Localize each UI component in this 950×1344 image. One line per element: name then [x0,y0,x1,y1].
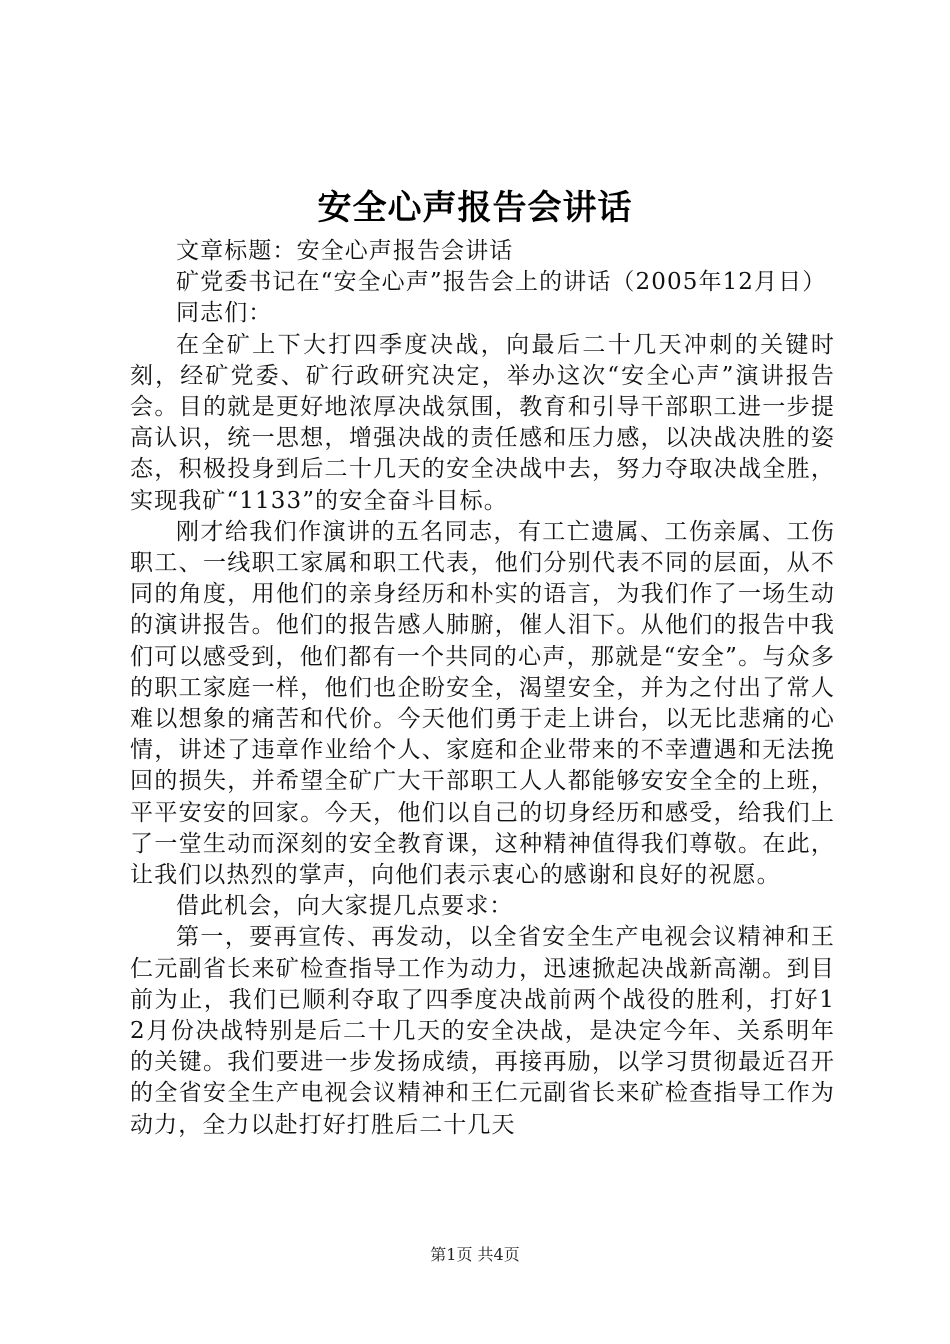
document-title: 安全心声报告会讲话 [317,188,633,228]
body-paragraph: 在全矿上下大打四季度决战，向最后二十几天冲刺的关键时刻，经矿党委、矿行政研究决定，举办这次“安全心声”演讲报告会。目的就是更好地浓厚决战氛围，教育和引导干部职工进一步提高认识，统一思想，增强决战的责任感和压力感，以决战决胜的姿态，积极投身到后二十几天的安全决战中去，努力夺取决战全胜，实现我矿“1133”的安全奋斗目标。 [130,331,835,514]
article-title-line: 文章标题：安全心声报告会讲话 [176,238,514,264]
salutation: 同志们： [176,300,273,327]
page-number-footer: 第1页 共4页 [430,1245,520,1264]
body-paragraph: 第一，要再宣传、再发动，以全省安全生产电视会议精神和王仁元副省长来矿检查指导工作为动力，迅速掀起决战新高潮。到目前为止，我们已顺利夺取了四季度决战前两个战役的胜利，打好12月份决战特别是后二十几天的安全决战，是决定今年、关系明年的关键。我们要进一步发扬成绩，再接再励，以学习贯彻最近召开的全省安全生产电视会议精神和王仁元副省长来矿检查指导工作为动力，全力以赴打好打胜后二十几天 [130,924,835,1138]
body-paragraph: 借此机会，向大家提几点要求： [176,893,514,920]
speech-subtitle: 矿党委书记在“安全心声”报告会上的讲话（2005年12月日） [176,269,827,296]
document-body [130,236,835,1141]
body-paragraph: 刚才给我们作演讲的五名同志，有工亡遗属、工伤亲属、工伤职工、一线职工家属和职工代表，他们分别代表不同的层面，从不同的角度，用他们的亲身经历和朴实的语言，为我们作了一场生动的演讲报告。他们的报告感人肺腑，催人泪下。从他们的报告中我们可以感受到，他们都有一个共同的心声，那就是“安全”。与众多的职工家庭一样，他们也企盼安全，渴望安全，并为之付出了常人难以想象的痛苦和代价。今天他们勇于走上讲台，以无比悲痛的心情，讲述了违章作业给个人、家庭和企业带来的不幸遭遇和无法挽回的损失，并希望全矿广大干部职工人人都能够安安全全的上班，平平安安的回家。今天，他们以自己的切身经历和感受，给我们上了一堂生动而深刻的安全教育课，这种精神值得我们尊敬。在此，让我们以热烈的掌声，向他们表示衷心的感谢和良好的祝愿。 [130,518,835,889]
